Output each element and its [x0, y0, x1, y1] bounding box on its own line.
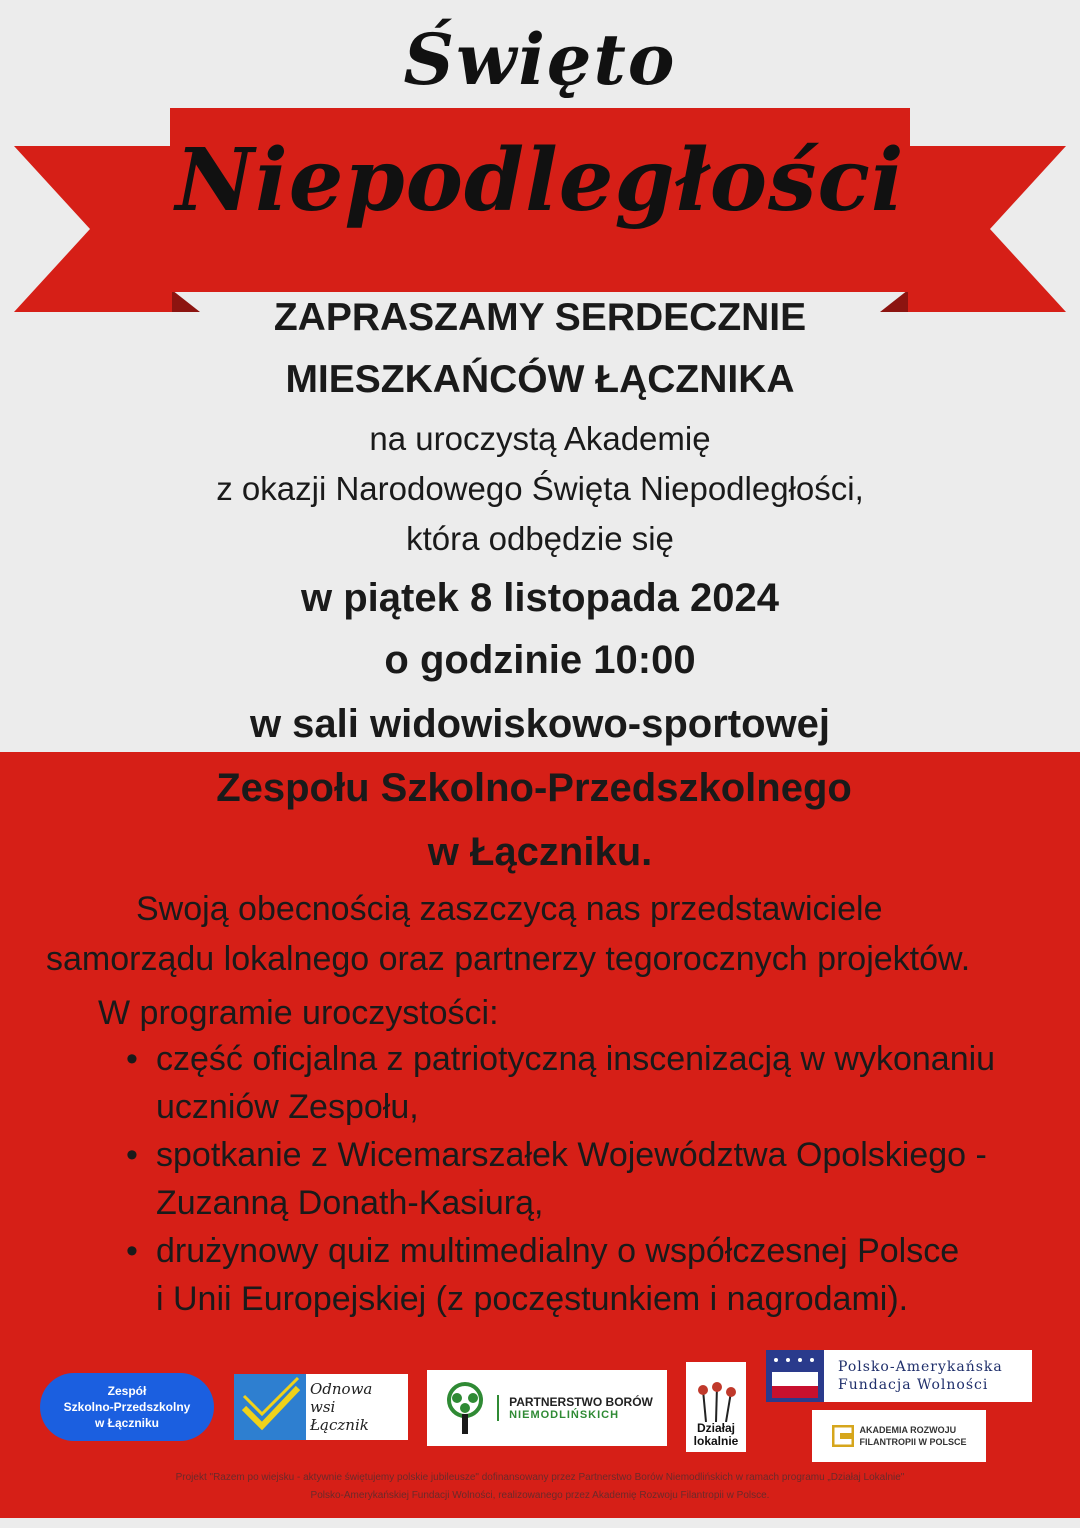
- arfp-mark-icon: [832, 1425, 854, 1447]
- event-date: w piątek 8 listopada 2024: [301, 576, 779, 620]
- event-venue-1: w sali widowiskowo-sportowej: [249, 702, 831, 746]
- program-item-3-line-2: i Unii Europejskiej (z poczęstunkiem i nagrodami).: [156, 1280, 909, 1318]
- odnowa-text-1: Odnowa: [310, 1380, 373, 1398]
- program-heading: W programie uroczystości:: [98, 994, 499, 1032]
- pafw-logo: [766, 1350, 1032, 1402]
- guests-line-2: samorządu lokalnego oraz partnerzy tegorocznych projektów.: [46, 940, 971, 978]
- dzialaj-text-2: lokalnie: [693, 1434, 739, 1448]
- odnowa-checkmark-icon: [234, 1374, 306, 1440]
- pafw-text-2: Fundacja Wolności: [838, 1377, 989, 1393]
- bullet-dot: •: [126, 1136, 138, 1174]
- dzialaj-text-1: Działaj: [696, 1421, 735, 1435]
- school-logo-text-3: w Łączniku: [94, 1416, 159, 1430]
- flowers-icon: [691, 1382, 741, 1422]
- pafw-text-1: Polsko-Amerykańska: [838, 1359, 1003, 1375]
- footer-line-2: Polsko-Amerykańskiej Fundacji Wolności, realizowanego przez Akademię Rozwoju Filantropii w Polsce.: [310, 1490, 770, 1501]
- invite-line-4: z okazji Narodowego Święta Niepodległości,: [216, 470, 864, 507]
- guests-line-1: Swoją obecnością zaszczycą nas przedstawiciele: [136, 890, 883, 928]
- event-venue-2: Zespołu Szkolno-Przedszkolnego: [216, 766, 852, 810]
- pbn-text-2: NIEMODLIŃSKICH: [509, 1409, 620, 1421]
- odnowa-wsi-logo: [234, 1374, 408, 1440]
- bullet-dot: •: [126, 1040, 138, 1078]
- school-logo-text-1: Zespół: [107, 1384, 147, 1398]
- odnowa-text-2: wsi: [310, 1398, 336, 1416]
- arfp-text-2: FILANTROPII W POLSCE: [859, 1437, 967, 1447]
- invite-line-5: która odbędzie się: [406, 520, 674, 557]
- school-logo-text-2: Szkolno-Przedszkolny: [63, 1400, 191, 1414]
- odnowa-text-3: Łącznik: [310, 1416, 369, 1434]
- tree-person-icon: [441, 1380, 489, 1436]
- program-item-2-line-2: Zuzanną Donath-Kasiurą,: [156, 1184, 544, 1222]
- school-logo: [40, 1373, 214, 1441]
- event-time: o godzinie 10:00: [384, 638, 696, 682]
- bullet-dot: •: [126, 1232, 138, 1270]
- program-item-1-line-1: część oficjalna z patriotyczną inscenizacją w wykonaniu: [156, 1040, 996, 1078]
- dzialaj-lokalnie-logo: [686, 1362, 746, 1452]
- us-pl-flag-icon: [766, 1350, 824, 1402]
- partnerstwo-borow-logo: [427, 1370, 667, 1446]
- event-venue-3: w Łączniku.: [427, 830, 653, 874]
- invite-line-3: na uroczystą Akademię: [369, 420, 711, 457]
- program-item-3-line-1: drużynowy quiz multimedialny o współczesnej Polsce: [156, 1232, 960, 1270]
- arfp-text-1: AKADEMIA ROZWOJU: [859, 1425, 957, 1435]
- invite-line-1: ZAPRASZAMY SERDECZNIE: [273, 296, 807, 339]
- title-script-niepodleglosci: Niepodległości: [175, 130, 905, 231]
- title-script-swieto: Święto: [403, 18, 677, 101]
- footer-line-1: Projekt "Razem po wiejsku - aktywnie świętujemy polskie jubileusze" dofinansowany przez Partnerstwo Borów Niemodlińskich w ramach programu „Działaj Lokalnie": [175, 1472, 905, 1483]
- invite-line-2: MIESZKAŃCÓW ŁĄCZNIKA: [285, 358, 795, 401]
- arfp-logo: [812, 1410, 986, 1462]
- bottom-strip: [0, 1518, 1080, 1528]
- program-item-2-line-1: spotkanie z Wicemarszałek Województwa Opolskiego -: [156, 1136, 987, 1174]
- program-item-1-line-2: uczniów Zespołu,: [156, 1088, 419, 1126]
- pbn-text-1: PARTNERSTWO BORÓW: [509, 1395, 653, 1409]
